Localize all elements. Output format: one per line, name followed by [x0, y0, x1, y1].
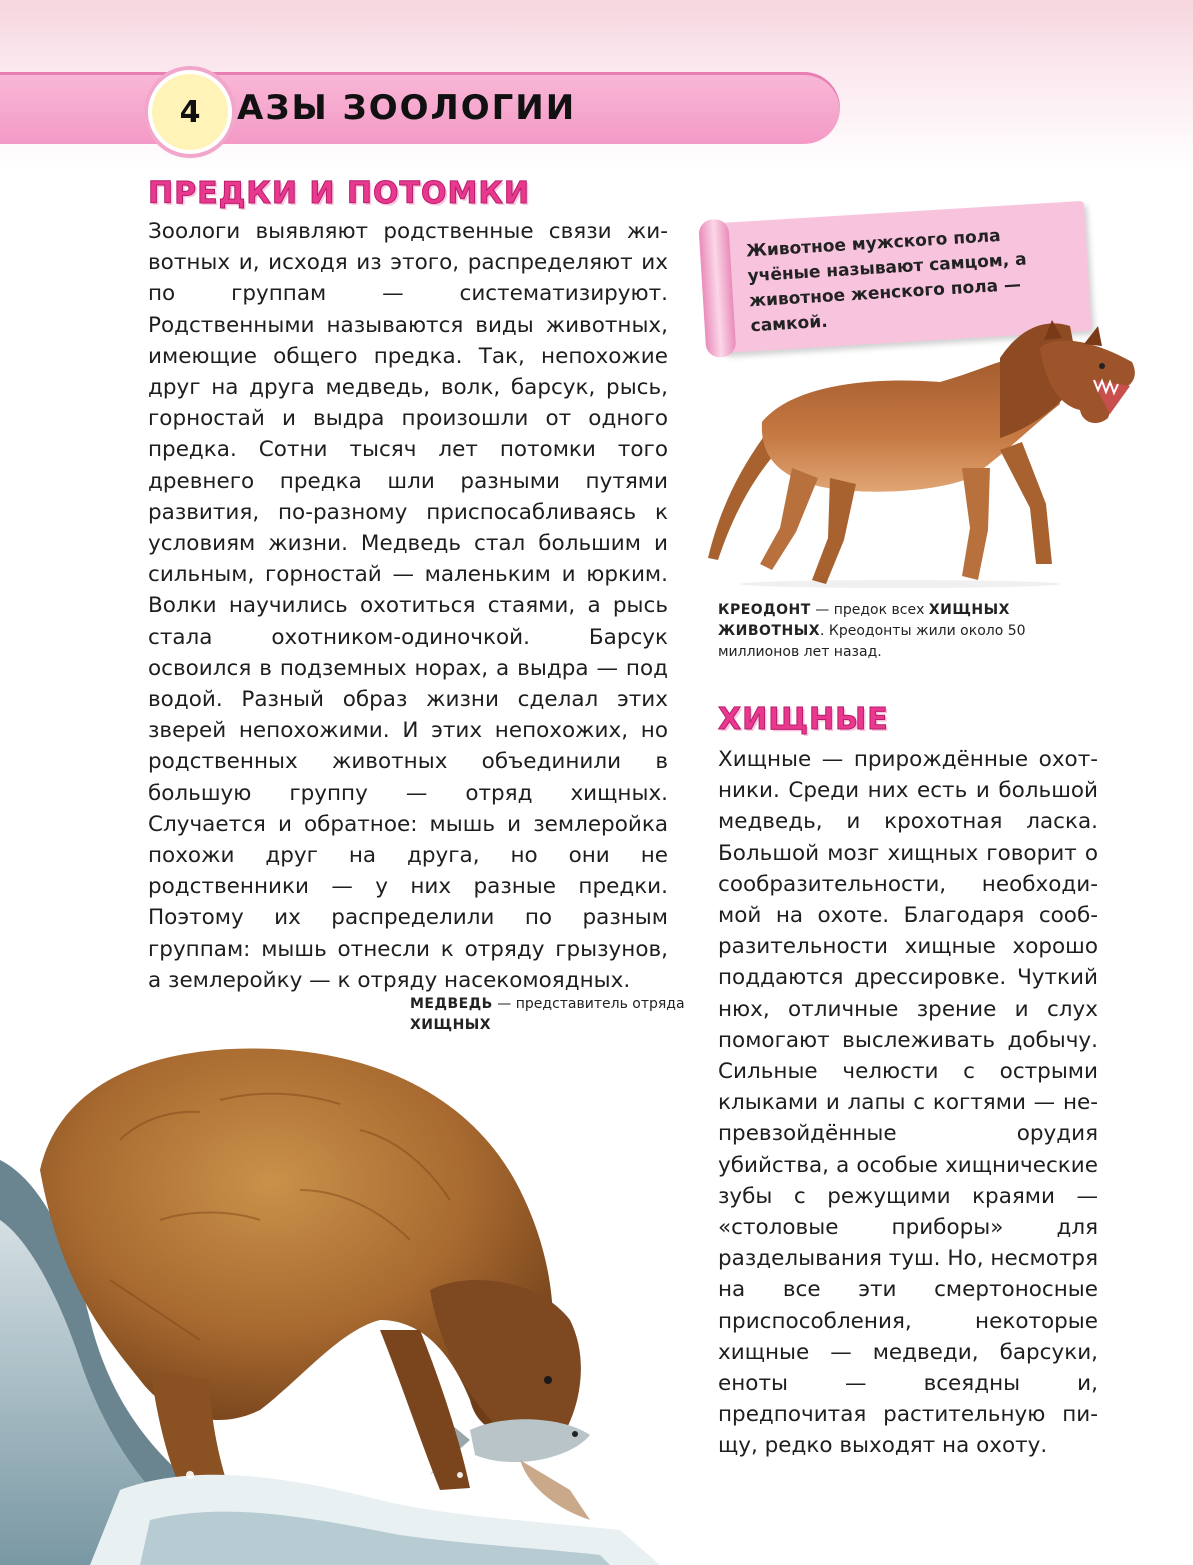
fact-note-text: Животное мужского пола учёные называют самцом, а животное женского пола — самкой. — [745, 225, 1028, 337]
bear-caption-text1: — представитель отряда — [492, 996, 685, 1012]
heading-ancestors: ПРЕДКИ И ПОТОМКИ — [148, 176, 530, 211]
creodont-caption-term: КРЕОДОНТ — [718, 602, 811, 618]
section-title: АЗЫ ЗООЛОГИИ — [237, 88, 577, 128]
bear-illustration — [0, 1020, 700, 1565]
ancestors-paragraph: Зоологи выявляют родственные связи животных и, исходя из этого, распределяют их по группам — систематизируют. Родственными называются виды животных, имеющие общего предка. Так, непохожие друг на друга медведь, волк, барсук, рысь, горностай и выдра произошли от одного предка. Сотни тысяч лет потомки того древнего предка шли разными путями развития, по-разному приспосабливаясь к условиям жизни. Медведь стал большим и сильным, горностай — маленьким и юрким. Волки научились охотиться стаями, а рысь стала охотником-одиночкой. Барсук освоился в подземных норах, а выдра — под водой. Разный образ жизни сделал этих зверей непохожими. И этих непохожих, но родственных животных объединили в большую группу — отряд хищных. Случается и обратное: мышь и землеройка похожи друг на друга, но они не родственники — у них разные предки. Поэтому их распределили по разным группам: мышь отнесли к отряду грызунов, а землеройку — к отряду насекомоядных. — [148, 219, 668, 993]
creodont-caption-term2: ХИЩНЫХ ЖИВОТНЫХ — [718, 602, 1010, 639]
bear-caption-term: МЕДВЕДЬ — [410, 996, 493, 1012]
creodont-caption-text1: — предок всех — [810, 602, 929, 618]
heading-carnivores: ХИЩНЫЕ — [718, 702, 889, 737]
creodont-caption-text2: . Креодонты жили около 50 миллионов лет назад. — [718, 623, 1026, 660]
bear-caption-term2: ХИЩНЫХ — [410, 1017, 492, 1033]
creodont-caption — [718, 600, 1078, 663]
carnivores-paragraph: Хищные — прирождённые охотники. Среди них есть и большой медведь, и крохотная ласка. Большой мозг хищных говорит о сообразительности, необходимой на охоте. Благодаря сообразительности хищные хорошо поддаются дрессировке. Чуткий нюх, отличные зрение и слух помогают выслеживать добычу. Сильные челюсти с острыми клыками и лапы с когтями — непревзойдённые орудия убийства, а особые хищнические зубы с режущими краями — «столовые приборы» для разделывания туш. Но, несмотря на все эти смертоносные приспособления, некоторые хищные — медведи, барсуки, еноты — всеядны и, предпочитая растительную пищу, редко выходят на охоту. — [718, 747, 1098, 1459]
page-number: 4 — [179, 94, 201, 130]
page-number-badge — [148, 70, 232, 154]
creodont-illustration — [700, 318, 1140, 590]
